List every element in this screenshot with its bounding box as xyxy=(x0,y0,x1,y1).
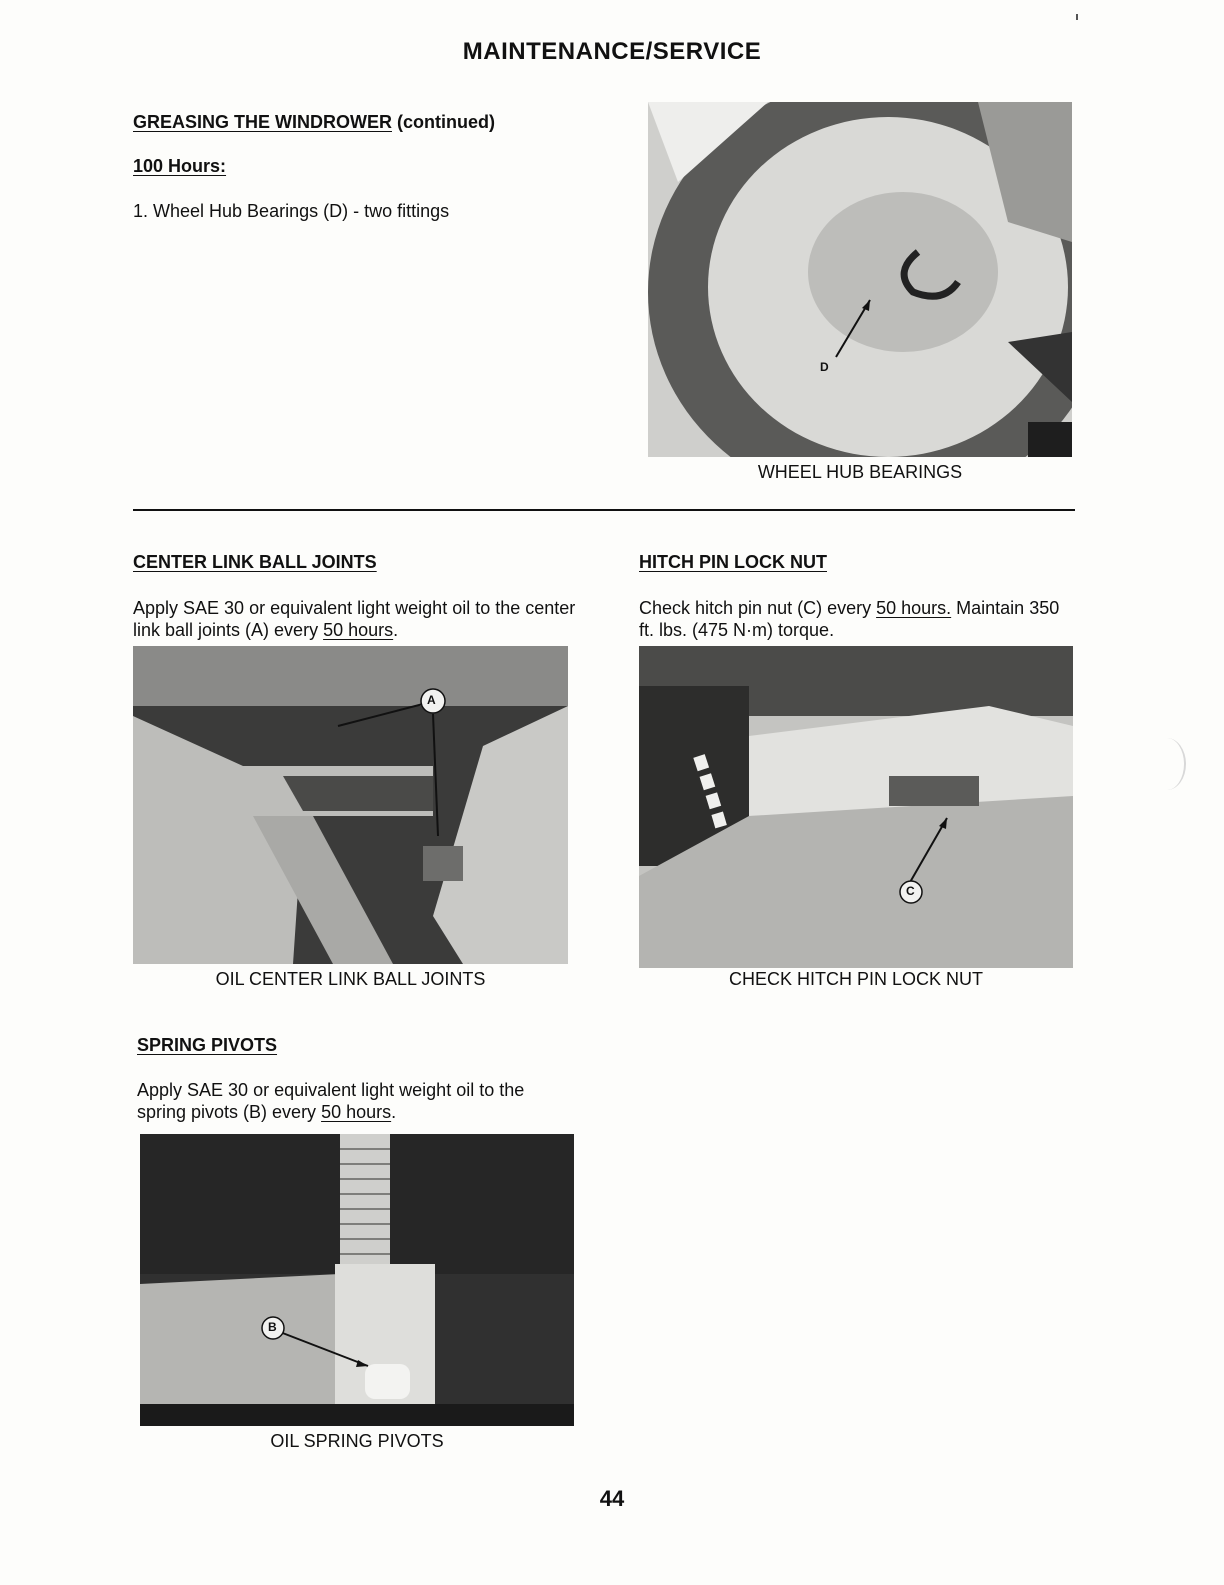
wheel-hub-callout-d: D xyxy=(820,360,829,374)
greasing-heading xyxy=(133,112,495,133)
greasing-item-1: 1. Wheel Hub Bearings (D) - two fittings xyxy=(133,201,450,221)
center-link-text-tail: . xyxy=(393,620,399,640)
section-divider xyxy=(133,509,1075,511)
center-link-text xyxy=(133,597,578,641)
center-link-callout-a: A xyxy=(427,693,436,707)
greasing-heading-suffix: (continued) xyxy=(397,112,495,132)
spring-pivots-text-tail: . xyxy=(391,1102,397,1122)
page-number: 44 xyxy=(599,1486,625,1511)
hitch-pin-caption: CHECK HITCH PIN LOCK NUT xyxy=(728,969,984,989)
greasing-subheading: 100 Hours: xyxy=(133,156,227,176)
punch-hole-mark xyxy=(1148,738,1186,790)
greasing-heading-main: GREASING THE WINDROWER xyxy=(133,112,392,132)
center-link-caption: OIL CENTER LINK BALL JOINTS xyxy=(215,969,486,989)
wheel-hub-photo xyxy=(648,102,1072,457)
center-link-heading: CENTER LINK BALL JOINTS xyxy=(133,552,377,572)
center-link-photo xyxy=(133,646,568,964)
hitch-pin-callout-c: C xyxy=(906,884,915,898)
spring-pivots-photo xyxy=(140,1134,574,1426)
spring-pivots-text xyxy=(137,1079,575,1123)
center-link-interval: 50 hours xyxy=(323,620,394,640)
spring-pivots-heading: SPRING PIVOTS xyxy=(137,1035,278,1055)
hitch-pin-interval: 50 hours. xyxy=(876,598,952,618)
hitch-pin-text xyxy=(639,597,1079,641)
hitch-pin-heading: HITCH PIN LOCK NUT xyxy=(639,552,827,572)
spring-pivots-caption: OIL SPRING PIVOTS xyxy=(270,1431,444,1451)
page-header: MAINTENANCE/SERVICE xyxy=(462,38,762,65)
hitch-pin-text-tail: Maintain 350 ft. lbs. (475 N·m) torque. xyxy=(639,598,1060,640)
spring-pivots-interval: 50 hours xyxy=(321,1102,392,1122)
wheel-hub-caption: WHEEL HUB BEARINGS xyxy=(757,462,963,482)
hitch-pin-photo xyxy=(639,646,1073,968)
hitch-pin-text-lead: Check hitch pin nut (C) every xyxy=(639,598,877,618)
scan-speck xyxy=(1076,14,1078,20)
center-link-text-lead: Apply SAE 30 or equivalent light weight oil to the center link ball joints (A) every xyxy=(133,598,576,640)
spring-pivots-text-lead: Apply SAE 30 or equivalent light weight oil to the spring pivots (B) every xyxy=(137,1080,525,1122)
spring-pivots-callout-b: B xyxy=(268,1320,277,1334)
